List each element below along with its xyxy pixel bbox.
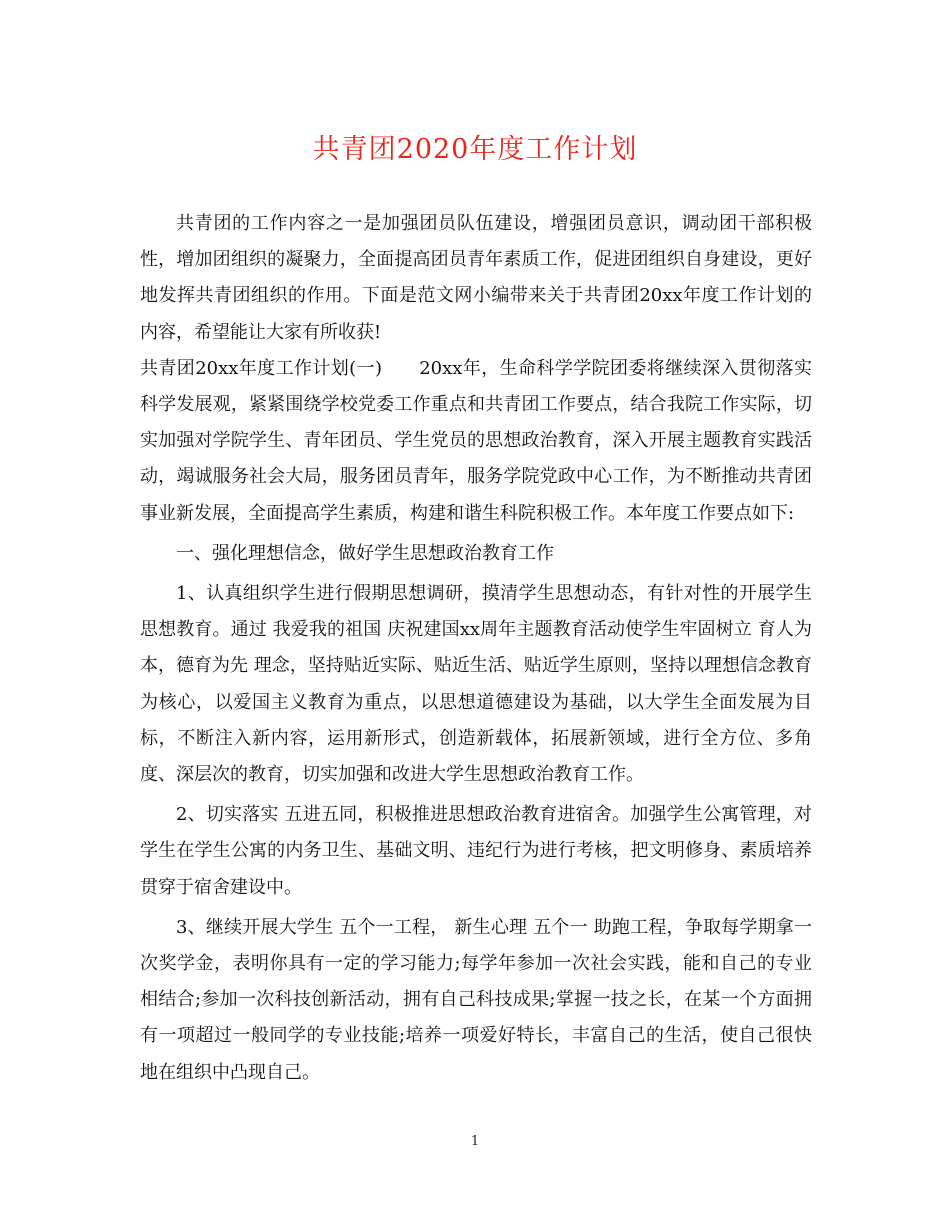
page-number: 1	[470, 1134, 480, 1149]
plan-overview-paragraph: 共青团20xx年度工作计划(一) 20xx年，生命科学学院团委将继续深入贯彻落实科学发展观，紧紧围绕学校党委工作重点和共青团工作要点，结合我院工作实际，切实加强对学院学生、青年团员、学生党员的思想政治教育，深入开展主题教育实践活动，竭诚服务社会大局，服务团员青年，服务学院党政中心工作，为不断推动共青团事业新发展，全面提高学生素质，构建和谐生科院积极工作。本年度工作要点如下:	[140, 357, 812, 524]
intro-paragraph: 共青团的工作内容之一是加强团员队伍建设，增强团员意识，调动团干部积极性，增加团组织的凝聚力，全面提高团员青年素质工作，促进团组织自身建设，更好地发挥共青团组织的作用。下面是范文网小编带来关于共青团20xx年度工作计划的内容，希望能让大家有所收获!	[140, 213, 812, 343]
item-paragraph-3: 3、继续开展大学生 五个一工程， 新生心理 五个一 助跑工程，争取每学期拿一次奖学金，表明你具有一定的学习能力;每学年参加一次社会实践，能和自己的专业相结合;参加一次科技创新活动，拥有自己科技成果;掌握一技之长，在某一个方面拥有一项超过一般同学的专业技能;培养一项爱好特长，丰富自己的生活，使自己很快地在组织中凸现自己。	[140, 916, 812, 1083]
item-paragraph-1: 1、认真组织学生进行假期思想调研，摸清学生思想动态，有针对性的开展学生思想教育。通过 我爱我的祖国 庆祝建国xx周年主题教育活动使学生牢固树立 育人为本，德育为先 理念，坚持贴近实际、贴近生活、贴近学生原则，坚持以理想信念教育为核心，以爱国主义教育为重点，以思想道德建设为基础，以大学生全面发展为目标，不断注入新内容，运用新形式，创造新载体，拓展新领域，进行全方位、多角度、深层次的教育，切实加强和改进大学生思想政治教育工作。	[140, 583, 812, 786]
document-body	[140, 206, 812, 1091]
document-title: 共青团2020年度工作计划	[312, 134, 638, 165]
section-heading: 一、强化理想信念，做好学生思想政治教育工作	[176, 542, 554, 564]
item-paragraph-2: 2、切实落实 五进五同，积极推进思想政治教育进宿舍。加强学生公寓管理，对学生在学生公寓的内务卫生、基础文明、违纪行为进行考核，把文明修身、素质培养贯穿于宿舍建设中。	[140, 804, 812, 898]
